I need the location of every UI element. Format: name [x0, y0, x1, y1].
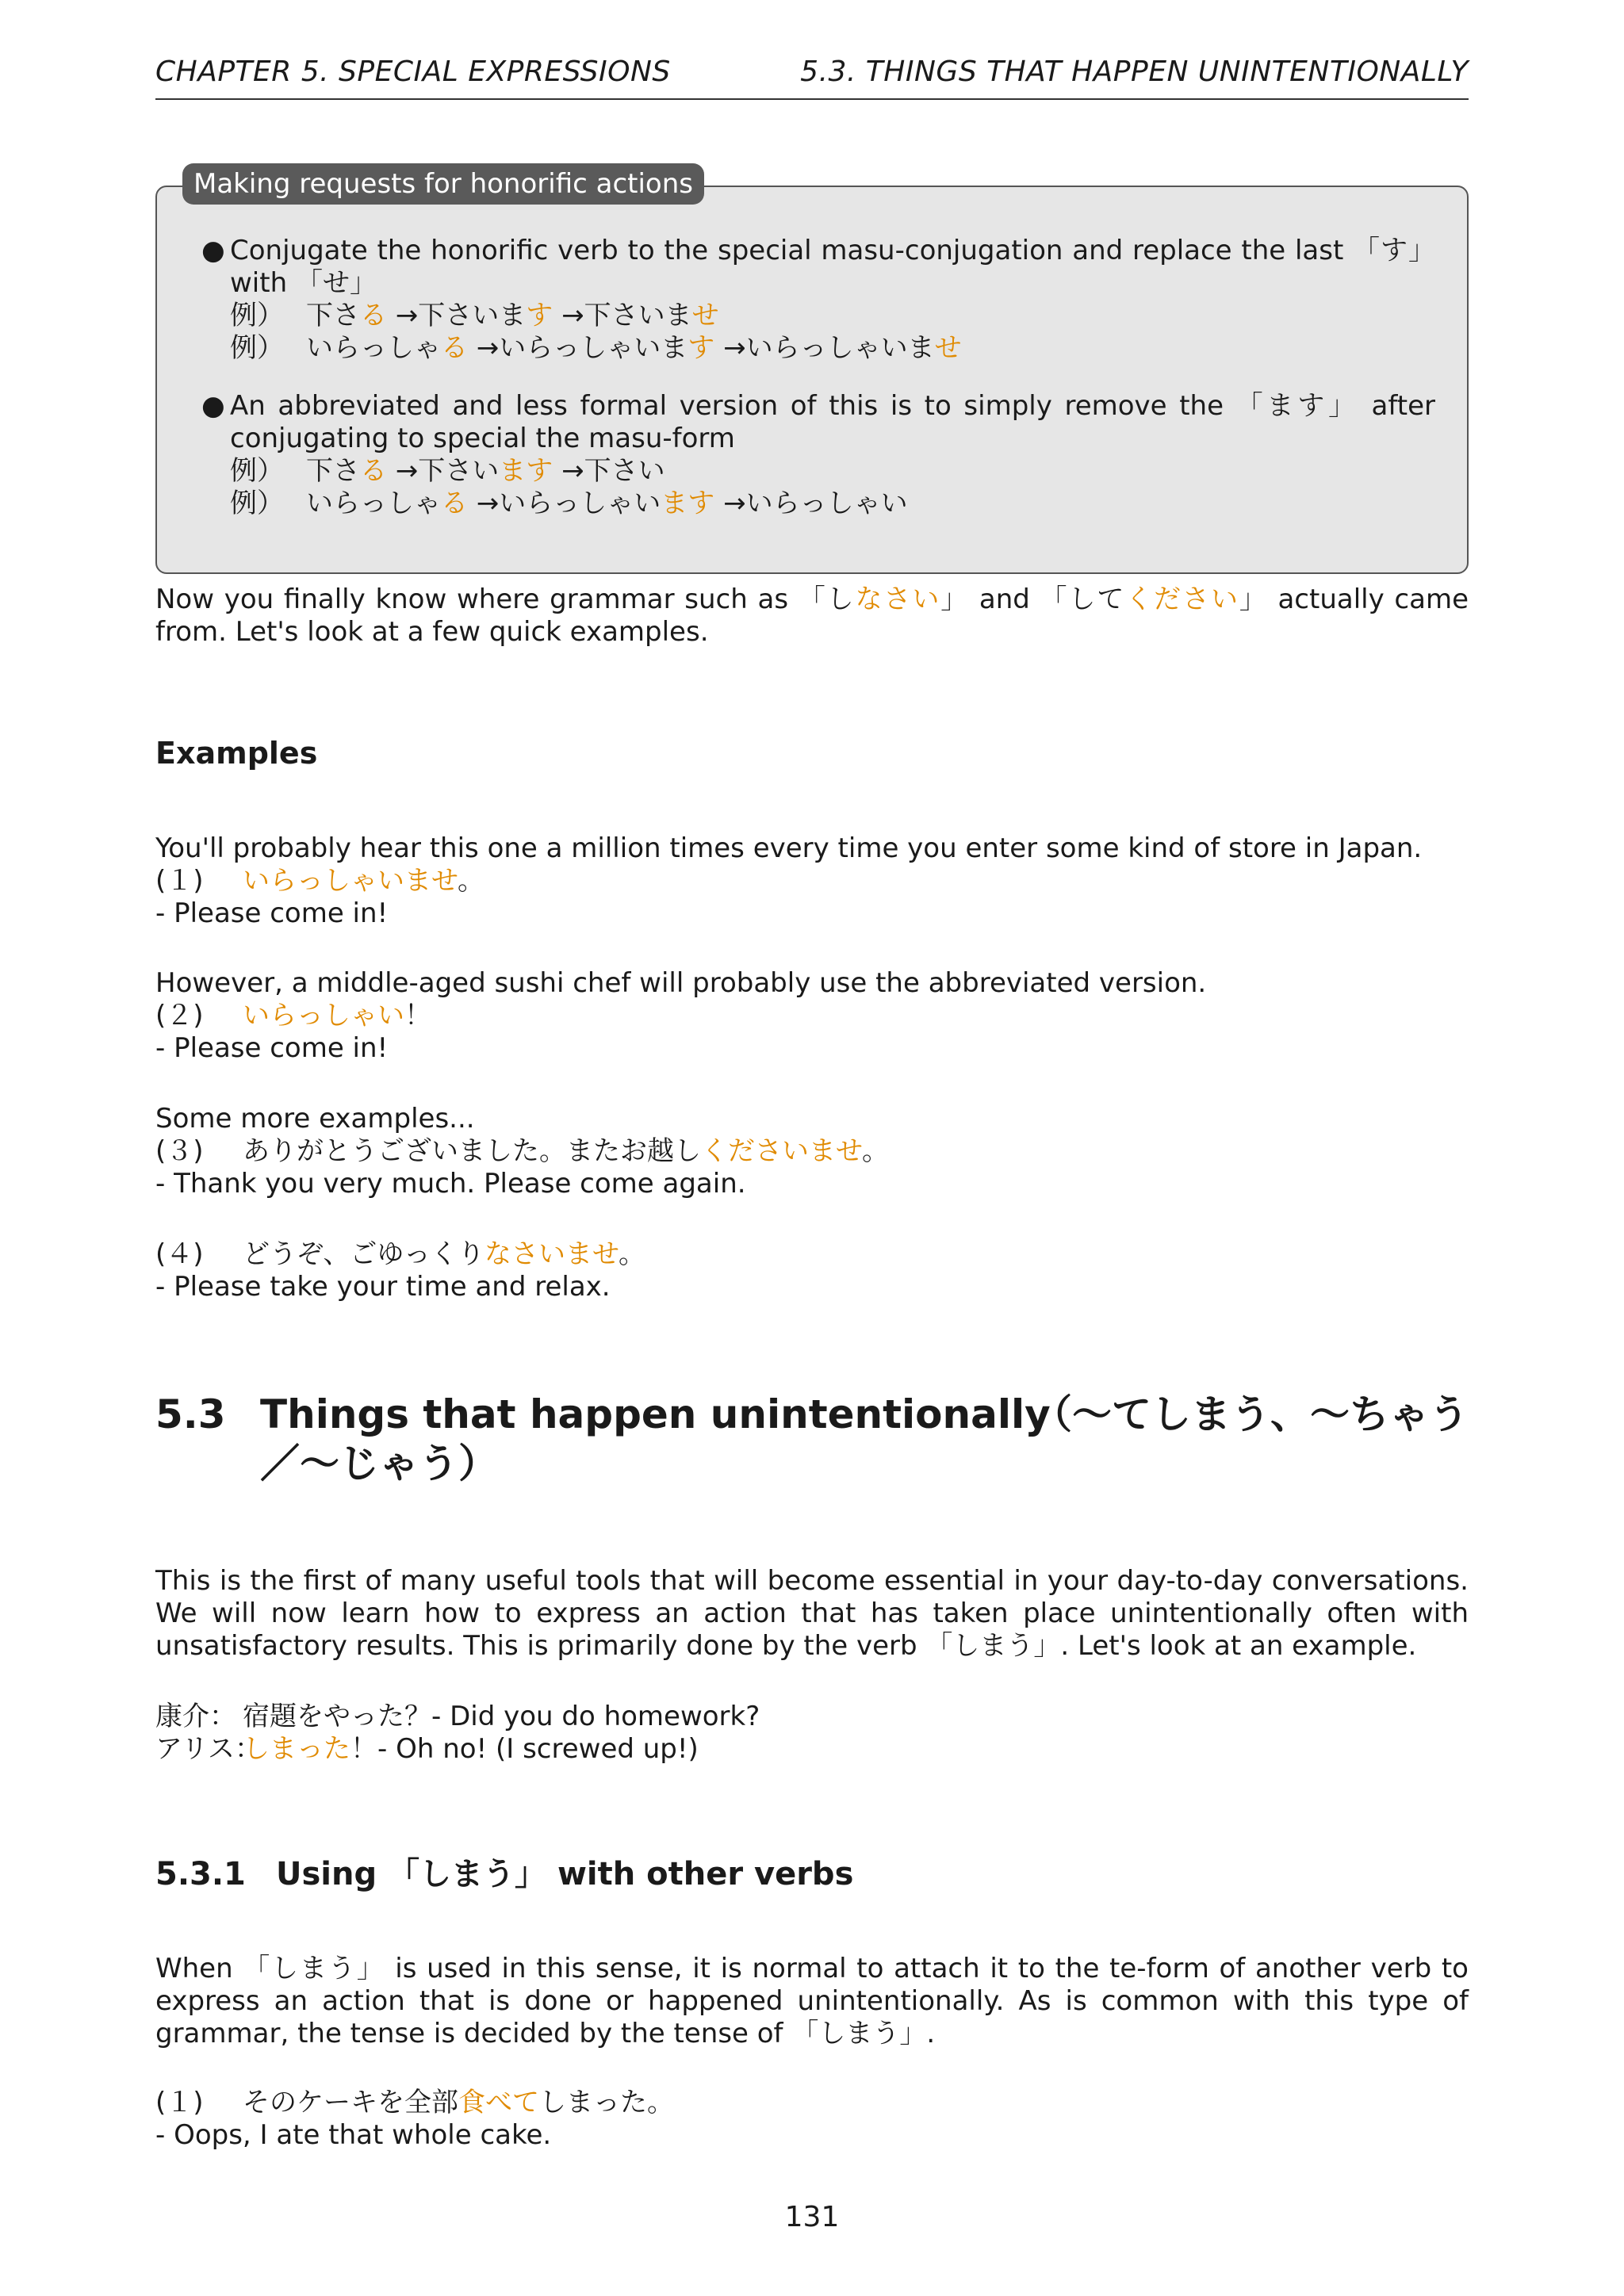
bullet-dot-icon: ●	[201, 235, 225, 266]
examples-heading: Examples	[155, 736, 318, 771]
page-number: 131	[784, 2201, 840, 2233]
bullet-item	[201, 235, 1435, 365]
bullet-text: An abbreviated and less formal version of this is to simply remove the 「ます」 after conjugating to special the masu-form	[230, 390, 1435, 454]
bullet-text: Conjugate the honorific verb to the special masu-conjugation and replace the last 「す」 with 「せ」	[230, 235, 1435, 299]
info-box	[155, 168, 1469, 574]
dialogue: 康介： 宿題をやった？- Did you do homework? アリス：しまった！- Oh no! (I screwed up!)	[155, 1701, 760, 1765]
section-running-title: 5.3. THINGS THAT HAPPEN UNINTENTIONALLY	[800, 55, 1469, 88]
example-3: Some more examples... (３) ありがとうございました。またお越しくださいませ。 - Thank you very much. Please come again.	[155, 1103, 889, 1200]
info-box-title: Making requests for honorific actions	[182, 163, 704, 205]
bullet-item	[201, 390, 1435, 520]
subsection-paragraph: When 「しまう」 is used in this sense, it is normal to attach it to the te-form of another verb to express an action that is done or happened unintentionally. As is common with this type of grammar, the tense is decided by the tense of 「しまう」.	[155, 1953, 1469, 2049]
chapter-title: CHAPTER 5. SPECIAL EXPRESSIONS	[155, 55, 671, 88]
example-2: However, a middle-aged sushi chef will probably use the abbreviated version. (２) いらっしゃい！ - Please come in!	[155, 967, 1207, 1064]
example-1: You'll probably hear this one a million times every time you enter some kind of store in Japan. (１) いらっしゃいませ。 - Please come in!	[155, 832, 1423, 929]
subsection-example: (１) そのケーキを全部食べてしまった。 - Oops, I ate that whole cake.	[155, 2087, 674, 2151]
bullet-dot-icon: ●	[201, 390, 225, 422]
example-4: (４) どうぞ、ごゆっくりなさいませ。 - Please take your time and relax.	[155, 1238, 645, 1303]
subsection-heading: 5.3.1 Using 「しまう」 with other verbs	[155, 1856, 854, 1892]
intro-paragraph: Now you finally know where grammar such as 「しなさい」 and 「してください」 actually came from. Let's look at a few quick examples.	[155, 584, 1469, 648]
example-line: 例） いらっしゃる →いらっしゃいます →いらっしゃい	[230, 488, 908, 519]
example-line: 例） 下さる →下さいます →下さいませ	[230, 300, 719, 331]
running-header	[155, 52, 1469, 100]
book-page: CHAPTER 5. SPECIAL EXPRESSIONS 5.3. THINGS THAT HAPPEN UNINTENTIONALLY Making requests for honorific actions ● Conjugate the honorific verb to the special masu-conjugation and replace the last 「す」 with 「せ」 例） 下さる →下さいます →下さいませ 例） いらっしゃる →いらっしゃいます →いらっしゃいませ ● An abbreviated and less formal version of this is to simply remove the 「ます」 after conjugating to special the masu-form 例） 下さる →下さいます →下さい 例） いらっしゃる →いらっしゃいます →いらっしゃい Now you finally know where grammar such as 「しなさい」 and 「してください」 actually came from. Let's look at a few quick examples. Examples You'll probably hear this one a million times every time you enter some kind of store in Japan. (１) いらっしゃいませ。 - Please come in! However, a middle-aged sushi chef will probably use the abbreviated version. (２) いらっしゃい！ - Please come in! Some more examples... (３) ありがとうございました。またお越しくださいませ。 - Thank you very much. Please come again. (４) どうぞ、ごゆっくりなさいませ。 - Please take your time and relax. 5.3 Things that happen unintentionally （～てしまう、～ちゃう ／～じゃう） This is the first of many useful tools that will become essential in your day-to-day conversations. We will now learn how to express an action that has taken place unintentionally often with unsatisfactory results. This is primarily done by the verb 「しまう」. Let's look at an example. 康介： 宿題をやった？- Did you do homework? アリス：しまった！- Oh no! (I screwed up!) 5.3.1 Using 「しまう」 with other verbs When 「しまう」 is used in this sense, it is normal to attach it to the te-form of another verb to express an action that is done or happened unintentionally. As is common with this type of grammar, the tense is decided by the tense of 「しまう」. (１) そのケーキを全部食べてしまった。 - Oops, I ate that whole cake. 131	[155, 0, 1469, 2296]
example-line: 例） いらっしゃる →いらっしゃいます →いらっしゃいませ	[230, 332, 962, 364]
section-paragraph: This is the first of many useful tools that will become essential in your day-to-day conversations. We will now learn how to express an action that has taken place unintentionally often with unsatisfactory results. This is primarily done by the verb 「しまう」. Let's look at an example.	[155, 1565, 1469, 1662]
example-line: 例） 下さる →下さいます →下さい	[230, 455, 665, 487]
